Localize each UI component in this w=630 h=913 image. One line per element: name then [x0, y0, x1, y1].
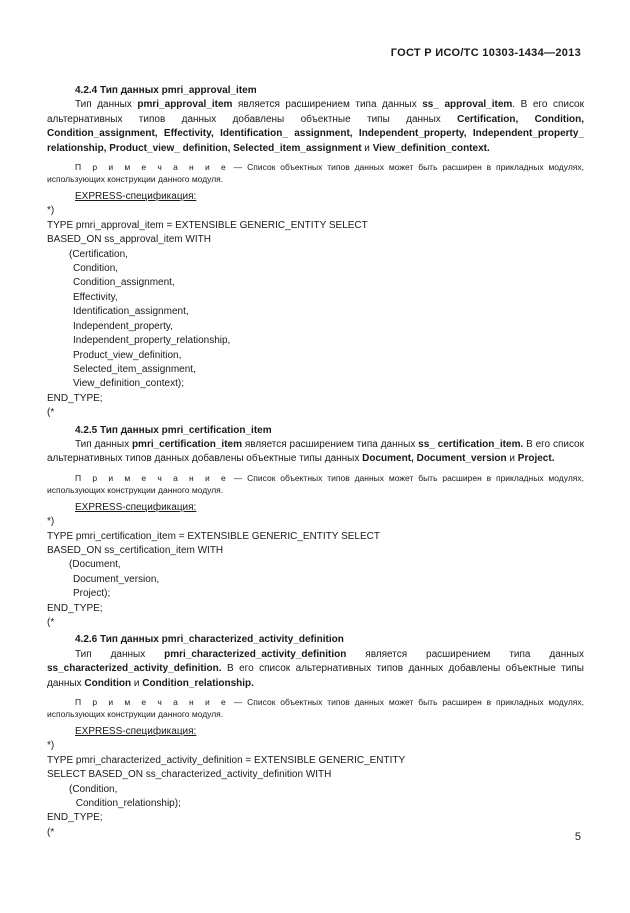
code-comment-close: (* — [47, 826, 55, 838]
code-end-type: END_TYPE; — [47, 812, 103, 824]
bold-term: Document, Document_version — [362, 453, 507, 465]
paragraph-text: В его список альтернативных типов данных добавлены объектные типы данных — [47, 663, 584, 689]
code-select-item: Independent_property_relationship, — [73, 335, 231, 347]
note — [47, 472, 584, 496]
code-based-on: BASED_ON ss_certification_item WITH — [47, 544, 224, 556]
express-spec-label: EXPRESS-спецификация: — [75, 191, 197, 203]
code-type-declaration: TYPE pmri_approval_item = EXTENSIBLE GENERIC_ENTITY SELECT — [47, 219, 368, 231]
express-spec-label: EXPRESS-спецификация: — [75, 501, 197, 513]
paragraph-text: . В его список альтернативных типов данных добавлены объектные типы данных — [47, 99, 584, 125]
page-number: 5 — [574, 831, 581, 843]
code-select-item: Condition_relationship); — [73, 798, 181, 810]
code-type-declaration: TYPE pmri_characterized_activity_definition = EXTENSIBLE GENERIC_ENTITY — [47, 754, 406, 766]
code-select-item: View_definition_context); — [73, 378, 184, 390]
bold-term: pmri_certification_item — [131, 438, 242, 450]
section — [47, 633, 584, 840]
paragraph-text: является расширением типа данных — [242, 438, 419, 450]
code-comment-open: *) — [47, 516, 55, 528]
paragraph-text: является расширением типа данных — [346, 648, 584, 660]
section-paragraph — [47, 438, 584, 467]
bold-term: Certification, Condition, Condition_assignment, Effectivity, Identification_ assignment, Independent_property, Independent_property_ relationship, Product_view_ definition, Selected_item_assignment — [47, 113, 584, 154]
paragraph-text: В его список альтернативных типов данных добавлены объектные типы данных — [47, 438, 584, 465]
code-comment-open: *) — [47, 740, 55, 752]
code-comment-open: *) — [47, 205, 55, 217]
bold-term: Condition_relationship. — [142, 677, 254, 689]
code-select-item: Selected_item_assignment, — [73, 363, 196, 375]
code-select-item: Condition_assignment, — [73, 277, 175, 289]
paragraph-text: и — [131, 677, 143, 689]
code-select-item: Product_view_definition, — [73, 349, 182, 361]
bold-term: View_definition_context. — [372, 142, 490, 154]
bold-term: ss_characterized_activity_definition. — [47, 663, 222, 675]
bold-term: pmri_characterized_activity_definition — [164, 648, 347, 660]
bold-term: ss_ approval_item — [422, 99, 513, 111]
section-heading: 4.2.6 Тип данных pmri_characterized_activity_definition — [75, 634, 344, 646]
section-heading: 4.2.4 Тип данных pmri_approval_item — [75, 85, 257, 96]
code-based-on: SELECT BASED_ON ss_characterized_activity_definition WITH — [47, 769, 332, 781]
section-paragraph — [47, 648, 584, 691]
note-text: — Список объектных типов данных может быть расширен в прикладных модулях, использующих конструкции данного модуля. — [47, 162, 585, 185]
section — [47, 84, 584, 421]
bold-term: pmri_approval_item — [137, 99, 233, 111]
document-body — [47, 81, 584, 840]
note-label: П р и м е ч а н и е — [75, 472, 229, 483]
code-end-type: END_TYPE; — [47, 602, 103, 614]
code-select-item: (Condition, — [69, 783, 118, 795]
paragraph-text: является расширением типа данных — [232, 99, 423, 111]
code-select-item: (Certification, — [69, 248, 128, 260]
code-end-type: END_TYPE; — [47, 392, 103, 404]
code-type-declaration: TYPE pmri_certification_item = EXTENSIBLE GENERIC_ENTITY SELECT — [47, 530, 380, 542]
note — [47, 161, 584, 185]
code-select-item: Identification_assignment, — [73, 306, 189, 318]
code-select-item: Project); — [73, 588, 111, 600]
sections-container — [47, 84, 584, 840]
note-text: — Список объектных типов данных может быть расширен в прикладных модулях, использующих конструкции данного модуля. — [47, 697, 585, 720]
bold-term: ss_ certification_item. — [418, 438, 524, 450]
bold-term: Condition — [84, 677, 132, 689]
note-text: — Список объектных типов данных может быть расширен в прикладных модулях, использующих конструкции данного модуля. — [47, 472, 585, 495]
paragraph-text: Тип данных — [75, 99, 138, 111]
section-heading: 4.2.5 Тип данных pmri_certification_item — [75, 424, 272, 436]
note — [47, 696, 584, 720]
note-label: П р и м е ч а н и е — [75, 162, 229, 173]
paragraph-text: Тип данных — [75, 648, 165, 660]
bold-term: Project. — [517, 453, 555, 465]
paragraph-text: Тип данных — [75, 438, 132, 450]
express-spec-label: EXPRESS-спецификация: — [75, 726, 197, 738]
code-select-item: Condition, — [73, 263, 119, 275]
note-label: П р и м е ч а н и е — [75, 697, 229, 708]
code-comment-close: (* — [47, 407, 55, 419]
section — [47, 424, 584, 631]
paragraph-text: и — [361, 142, 373, 154]
code-select-item: (Document, — [69, 559, 121, 571]
paragraph-text: и — [506, 453, 518, 465]
code-select-item: Independent_property, — [73, 320, 173, 332]
section-paragraph — [47, 98, 584, 156]
code-comment-close: (* — [47, 617, 55, 628]
code-select-item: Effectivity, — [73, 291, 118, 303]
code-based-on: BASED_ON ss_approval_item WITH — [47, 234, 211, 246]
code-select-item: Document_version, — [73, 573, 160, 585]
document-header: ГОСТ Р ИСО/ТС 10303-1434—2013 — [390, 47, 581, 59]
